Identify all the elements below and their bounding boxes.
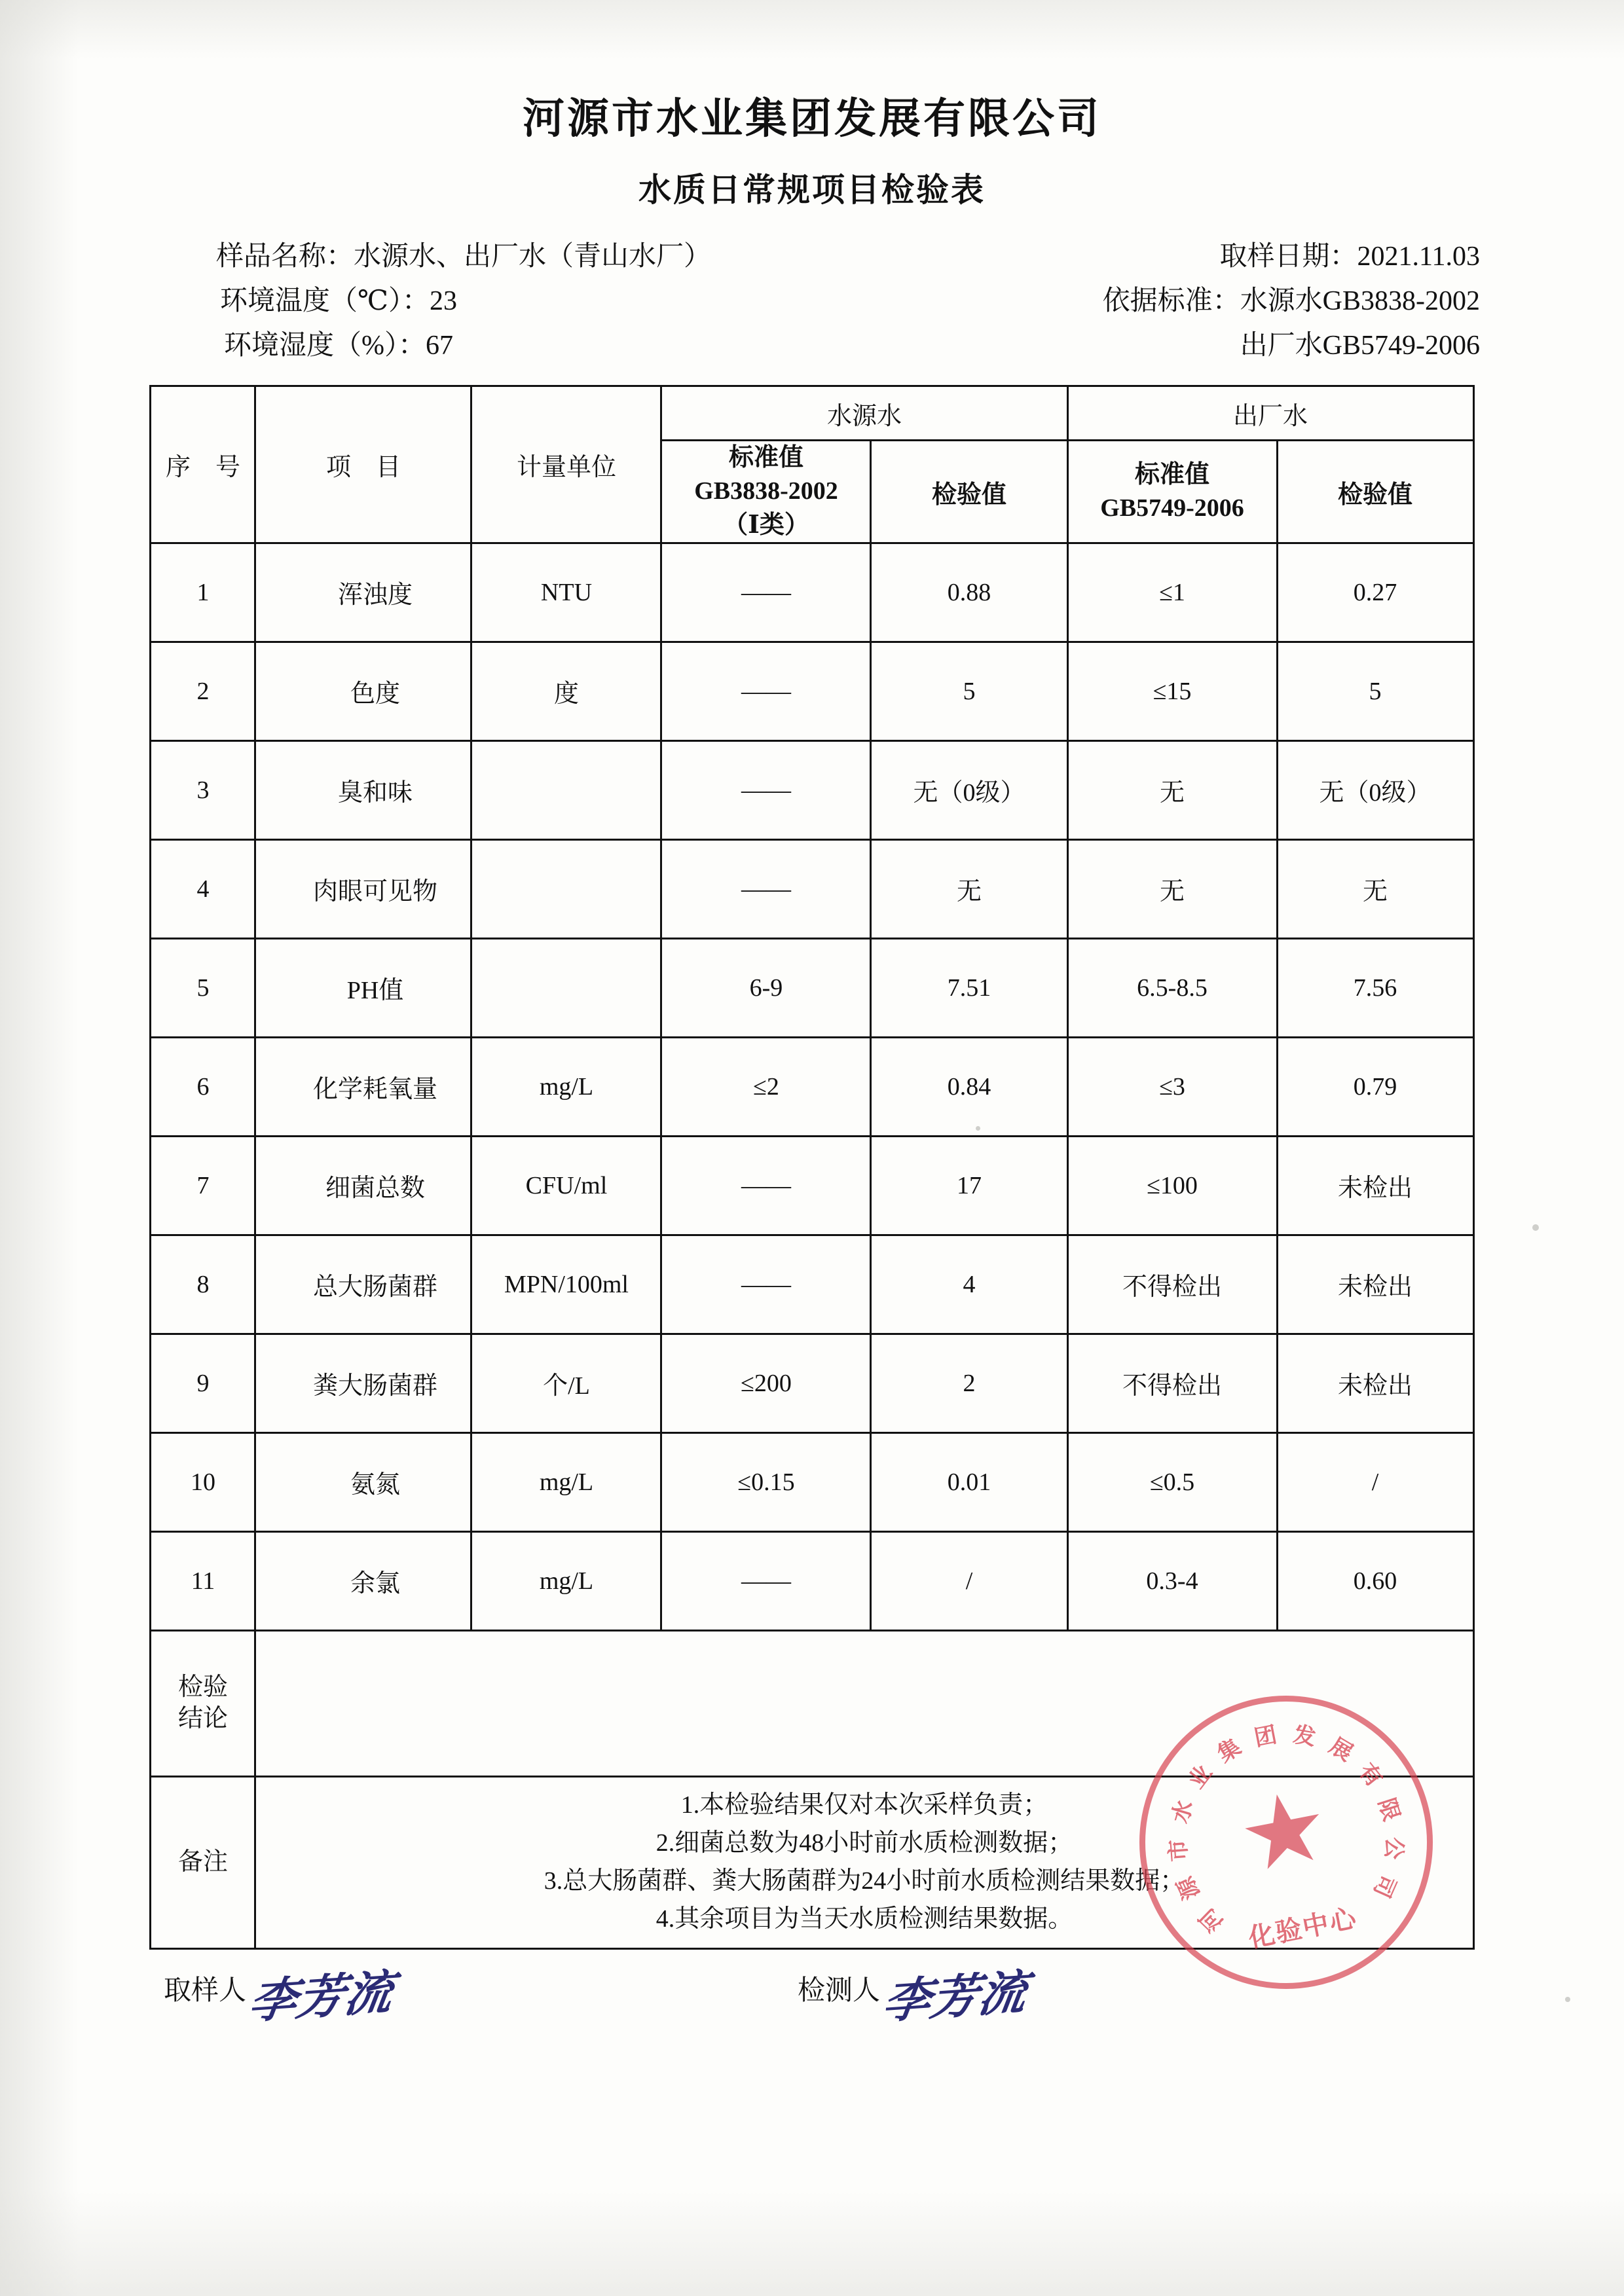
- row-source-standard: ——: [661, 1136, 871, 1235]
- header-source-standard-line2: GB3838-2002: [694, 477, 838, 505]
- row-no: 9: [151, 1334, 255, 1432]
- row-item-label: 浑浊度: [337, 581, 413, 610]
- header-unit: 计量单位: [471, 386, 661, 543]
- row-item-label: 化学耗氧量: [312, 1076, 437, 1104]
- notes-label: 备注: [151, 1776, 255, 1948]
- row-item-label: 氨氮: [350, 1471, 400, 1499]
- seal-char: 水: [1167, 1797, 1199, 1827]
- table-row: [151, 642, 1473, 740]
- row-no: 11: [151, 1531, 255, 1630]
- header-source-standard-line3: （Ⅰ类）: [723, 511, 809, 539]
- row-unit: mg/L: [471, 1531, 661, 1630]
- conclusion-label-line2: 结论: [177, 1704, 228, 1732]
- row-source-value: 0.88: [871, 543, 1067, 642]
- row-unit: [471, 938, 661, 1037]
- row-no: 7: [151, 1136, 255, 1235]
- seal-char: 团: [1252, 1721, 1280, 1752]
- row-finished-standard: 无: [1067, 740, 1277, 839]
- header-source-standard-line1: 标准值: [728, 444, 803, 472]
- conclusion-label-line1: 检验: [177, 1673, 228, 1702]
- notes-text: [255, 1776, 1473, 1948]
- tester-signature-block: [798, 1964, 1031, 2030]
- conclusion-row: [151, 1630, 1473, 1776]
- sample-name: 样品名称：水源水、出厂水（青山水厂）: [216, 242, 712, 272]
- row-source-standard: 6-9: [661, 938, 871, 1037]
- row-source-standard: ——: [661, 543, 871, 642]
- row-finished-standard: 6.5-8.5: [1067, 938, 1277, 1037]
- row-unit: mg/L: [471, 1037, 661, 1136]
- row-no: 3: [151, 740, 255, 839]
- form-title: 水质日常规项目检验表: [638, 170, 986, 209]
- ambient-humidity: 环境湿度（%）：67: [224, 331, 453, 361]
- notes-row: [151, 1776, 1473, 1948]
- row-no: 5: [151, 938, 255, 1037]
- table-row: [151, 839, 1473, 938]
- header-source-standard: [661, 441, 871, 543]
- row-source-value: 17: [871, 1136, 1067, 1235]
- row-item: [255, 1136, 471, 1235]
- row-finished-value: /: [1277, 1432, 1473, 1531]
- row-source-standard: ≤2: [661, 1037, 871, 1136]
- header-finished-value: 检验值: [1277, 441, 1473, 543]
- row-source-standard: ——: [661, 1531, 871, 1630]
- note-line-2: 2.细菌总数为48小时前水质检测数据；: [655, 1829, 1073, 1857]
- row-finished-value: 未检出: [1277, 1334, 1473, 1432]
- row-item-label: 细菌总数: [325, 1175, 425, 1203]
- sampler-signature: 李芳流: [245, 1964, 397, 2030]
- row-source-standard: ≤200: [661, 1334, 871, 1432]
- seal-char: 源: [1172, 1872, 1206, 1904]
- table-row: [151, 543, 1473, 642]
- note-line-4: 4.其余项目为当天水质检测结果数据。: [655, 1904, 1073, 1933]
- row-finished-standard: ≤3: [1067, 1037, 1277, 1136]
- table-body: [151, 543, 1473, 1630]
- row-item: [255, 1334, 471, 1432]
- seal-char: 有: [1353, 1758, 1388, 1793]
- sampler-label: 取样人: [164, 1976, 247, 2007]
- row-item-label: 粪大肠菌群: [312, 1372, 437, 1400]
- row-item-label: 总大肠菌群: [312, 1273, 437, 1302]
- header-item: 项 目: [255, 386, 471, 543]
- row-item: [255, 1235, 471, 1334]
- row-item-label: 色度: [350, 680, 400, 708]
- row-source-standard: ——: [661, 1235, 871, 1334]
- row-unit: 个/L: [471, 1334, 661, 1432]
- row-source-standard: ——: [661, 642, 871, 740]
- tester-signature: 李芳流: [879, 1964, 1031, 2030]
- note-line-3: 3.总大肠菌群、粪大肠菌群为24小时前水质检测结果数据；: [544, 1867, 1185, 1895]
- scan-shadow-bottom: [0, 2191, 1624, 2296]
- seal-char: 市: [1164, 1838, 1193, 1863]
- header-group-source-water: 水源水: [661, 386, 1067, 441]
- company-title: 河源市水业集团发展有限公司: [523, 94, 1101, 143]
- row-finished-standard: ≤1: [1067, 543, 1277, 642]
- row-source-value: /: [871, 1531, 1067, 1630]
- seal-char: 限: [1373, 1795, 1405, 1825]
- row-item-label: 臭和味: [337, 779, 413, 807]
- row-item: [255, 642, 471, 740]
- water-quality-table: [149, 385, 1474, 1950]
- row-finished-value: 无（0级）: [1277, 740, 1473, 839]
- row-item: [255, 740, 471, 839]
- seal-char: 公: [1380, 1836, 1408, 1861]
- row-finished-standard: ≤15: [1067, 642, 1277, 740]
- row-no: 6: [151, 1037, 255, 1136]
- seal-char: 司: [1368, 1870, 1401, 1902]
- table-group-header-row: [151, 386, 1473, 441]
- sampling-date: 取样日期：2021.11.03: [1219, 242, 1480, 272]
- conclusion-text: [255, 1630, 1473, 1776]
- row-finished-value: 未检出: [1277, 1235, 1473, 1334]
- seal-char: 集: [1213, 1734, 1246, 1768]
- table-row: [151, 1136, 1473, 1235]
- table-row: [151, 1531, 1473, 1630]
- table-row: [151, 1334, 1473, 1432]
- row-item-label: 肉眼可见物: [312, 878, 437, 906]
- seal-char: 河: [1194, 1903, 1228, 1937]
- row-finished-value: 0.79: [1277, 1037, 1473, 1136]
- row-unit: MPN/100ml: [471, 1235, 661, 1334]
- row-no: 2: [151, 642, 255, 740]
- seal-center-text: 化验中心: [1246, 1902, 1360, 1954]
- seal-char: 发: [1291, 1721, 1318, 1751]
- reference-standard-finished: 出厂水GB5749-2006: [1240, 331, 1480, 361]
- row-finished-value: 未检出: [1277, 1136, 1473, 1235]
- row-no: 4: [151, 839, 255, 938]
- seal-char: 展: [1325, 1732, 1357, 1767]
- table-row: [151, 938, 1473, 1037]
- row-unit: NTU: [471, 543, 661, 642]
- row-finished-standard: ≤0.5: [1067, 1432, 1277, 1531]
- row-unit: [471, 839, 661, 938]
- row-finished-standard: 无: [1067, 839, 1277, 938]
- signature-row: [0, 1964, 1624, 2030]
- row-source-standard: ≤0.15: [661, 1432, 871, 1531]
- row-finished-standard: ≤100: [1067, 1136, 1277, 1235]
- header-source-value: 检验值: [871, 441, 1067, 543]
- row-finished-value: 7.56: [1277, 938, 1473, 1037]
- ambient-temperature: 环境温度（℃）：23: [220, 286, 457, 317]
- row-finished-standard: 不得检出: [1067, 1235, 1277, 1334]
- row-finished-standard: 不得检出: [1067, 1334, 1277, 1432]
- row-unit: CFU/ml: [471, 1136, 661, 1235]
- header-finished-standard-line2: GB5749-2006: [1100, 494, 1244, 522]
- note-line-1: 1.本检验结果仅对本次采样负责；: [680, 1791, 1048, 1819]
- metadata-block: [0, 234, 1624, 368]
- header-no: 序 号: [151, 386, 255, 543]
- row-source-value: 5: [871, 642, 1067, 740]
- header-finished-standard-line1: 标准值: [1134, 460, 1209, 488]
- header-finished-standard: [1067, 441, 1277, 543]
- sampler-signature-block: [164, 1964, 397, 2030]
- row-finished-standard: 0.3-4: [1067, 1531, 1277, 1630]
- company-seal: 河 源 市 水 业 集 团 发 展 有 限 公 司 ★ 化验中心: [1114, 1670, 1458, 2014]
- row-finished-value: 5: [1277, 642, 1473, 740]
- seal-char: 业: [1183, 1760, 1218, 1794]
- row-no: 1: [151, 543, 255, 642]
- table-row: [151, 1432, 1473, 1531]
- header-group-finished-water: 出厂水: [1067, 386, 1473, 441]
- row-unit: 度: [471, 642, 661, 740]
- row-source-standard: ——: [661, 839, 871, 938]
- tester-label: 检测人: [798, 1976, 881, 2007]
- row-item: [255, 839, 471, 938]
- row-no: 8: [151, 1235, 255, 1334]
- conclusion-label: [151, 1630, 255, 1776]
- table-row: [151, 1235, 1473, 1334]
- row-source-value: 7.51: [871, 938, 1067, 1037]
- row-source-value: 0.01: [871, 1432, 1067, 1531]
- row-item-label: 余氯: [350, 1570, 400, 1598]
- row-source-value: 无: [871, 839, 1067, 938]
- row-item: [255, 543, 471, 642]
- row-source-value: 4: [871, 1235, 1067, 1334]
- row-finished-value: 0.60: [1277, 1531, 1473, 1630]
- row-item-label: PH值: [346, 977, 404, 1005]
- row-finished-value: 无: [1277, 839, 1473, 938]
- row-finished-value: 0.27: [1277, 543, 1473, 642]
- row-unit: mg/L: [471, 1432, 661, 1531]
- row-unit: [471, 740, 661, 839]
- row-source-standard: ——: [661, 740, 871, 839]
- reference-standard-source: 依据标准：水源水GB3838-2002: [1102, 286, 1480, 317]
- row-item: [255, 1531, 471, 1630]
- row-source-value: 0.84: [871, 1037, 1067, 1136]
- row-item: [255, 1037, 471, 1136]
- row-source-value: 无（0级）: [871, 740, 1067, 839]
- row-source-value: 2: [871, 1334, 1067, 1432]
- row-item: [255, 938, 471, 1037]
- table-row: [151, 740, 1473, 839]
- row-no: 10: [151, 1432, 255, 1531]
- row-item: [255, 1432, 471, 1531]
- table-row: [151, 1037, 1473, 1136]
